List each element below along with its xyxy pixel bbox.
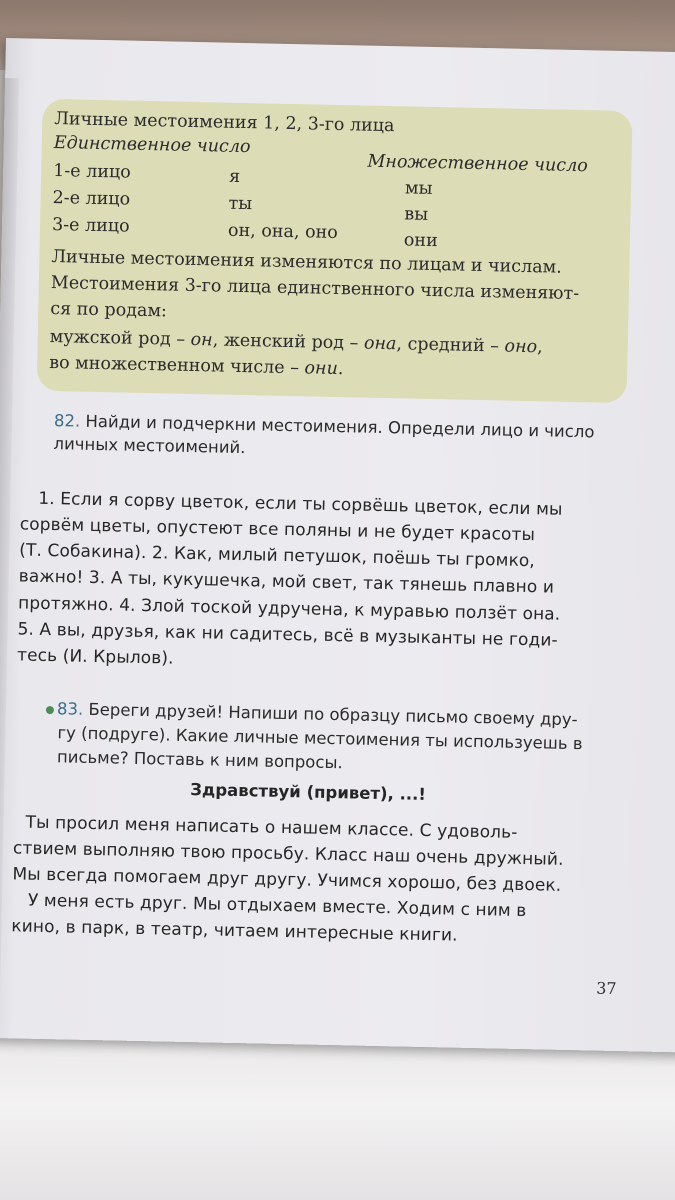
rule-line-2: Местоимения 3-го лица единственного числа изменяют- bbox=[50, 272, 580, 305]
letter-line-4: У меня есть друг. Мы отдыхаем вместе. Ходим с ним в bbox=[27, 890, 527, 922]
plural-1: мы bbox=[404, 178, 433, 199]
rule-line-1: Личные местоимения изменяются по лицам и числам. bbox=[51, 247, 563, 278]
person-3: 3-е лицо bbox=[51, 215, 130, 237]
letter-line-1: Ты просил меня написать о нашем классе. С удоволь- bbox=[25, 812, 518, 843]
rule-line-4-b: он bbox=[190, 329, 213, 351]
exercise-82-line-2: сорвём цветы, опустеют все поляны и не будет красоты bbox=[19, 514, 536, 546]
plural-3: они bbox=[403, 230, 438, 252]
rule-line-3: ся по родам: bbox=[50, 298, 168, 322]
plural-header: Множественное число bbox=[367, 151, 588, 177]
rule-line-4-d: она bbox=[363, 333, 397, 355]
letter-title: Здравствуй (привет), ...! bbox=[190, 780, 427, 804]
exercise-82-line-6: 5. А вы, друзья, как ни садитесь, всё в музыканты не годи- bbox=[17, 619, 558, 651]
page-number: 37 bbox=[596, 978, 617, 998]
rule-title: Личные местоимения 1, 2, 3-го лица bbox=[54, 109, 395, 137]
rule-box bbox=[37, 99, 633, 403]
book-page bbox=[0, 38, 675, 1053]
person-2: 2-е лицо bbox=[52, 188, 131, 210]
task-82-text-1: Найди и подчеркни местоимения. Определи лицо и число bbox=[80, 411, 595, 442]
exercise-82-line-4: важно! 3. А ты, кукушечка, мой свет, так тянешь плавно и bbox=[18, 566, 555, 598]
task-83-number: 83. bbox=[56, 699, 84, 719]
letter-line-5: кино, в парк, в театр, читаем интересные книги. bbox=[11, 916, 458, 946]
rule-line-4-g: , bbox=[536, 337, 543, 358]
task-82-number: 82. bbox=[53, 411, 81, 431]
singular-1: я bbox=[228, 166, 241, 187]
bullet-dot-icon bbox=[46, 705, 54, 713]
rule-line-4-f: оно bbox=[504, 336, 538, 358]
rule-line-5-a: во множественном числе – bbox=[48, 352, 305, 379]
singular-3: он, она, оно bbox=[227, 220, 339, 243]
task-83-line-3: письме? Поставь к ним вопросы. bbox=[56, 747, 343, 773]
exercise-82-line-7: тесь (И. Крылов). bbox=[16, 645, 174, 669]
rule-line-4 bbox=[50, 327, 543, 357]
rule-line-5-c: . bbox=[337, 359, 344, 380]
task-82-line-2: личных местоимений. bbox=[53, 434, 246, 458]
rule-line-5 bbox=[49, 353, 344, 379]
rule-line-4-a: мужской род – bbox=[49, 326, 191, 350]
page-edge bbox=[0, 78, 19, 1058]
plural-2: вы bbox=[404, 204, 429, 225]
rule-line-4-c: , женский род – bbox=[212, 330, 365, 354]
exercise-82-line-1: 1. Если я сорву цветок, если ты сорвёшь цветок, если мы bbox=[38, 488, 563, 520]
task-83-text-1: Береги друзей! Напиши по образцу письмо своему дру- bbox=[83, 699, 578, 730]
exercise-82-line-5: протяжно. 4. Злой тоской удручена, к муравью ползёт она. bbox=[17, 593, 561, 625]
letter-line-3: Мы всегда помогаем друг другу. Учимся хорошо, без двоек. bbox=[12, 864, 562, 896]
singular-header: Единственное число bbox=[53, 133, 251, 158]
person-1: 1-е лицо bbox=[53, 161, 131, 183]
letter-line-2: ствием выполняю твою просьбу. Класс наш очень дружный. bbox=[12, 838, 564, 870]
singular-2: ты bbox=[228, 193, 253, 215]
rule-line-5-b: они bbox=[304, 358, 339, 380]
exercise-82-line-3: (Т. Собакина). 2. Как, милый петушок, поёшь ты громко, bbox=[19, 540, 536, 572]
task-83-line-2: гу (подруге). Какие личные местоимения ты используешь в bbox=[57, 723, 583, 754]
rule-line-4-e: , средний – bbox=[396, 334, 505, 357]
